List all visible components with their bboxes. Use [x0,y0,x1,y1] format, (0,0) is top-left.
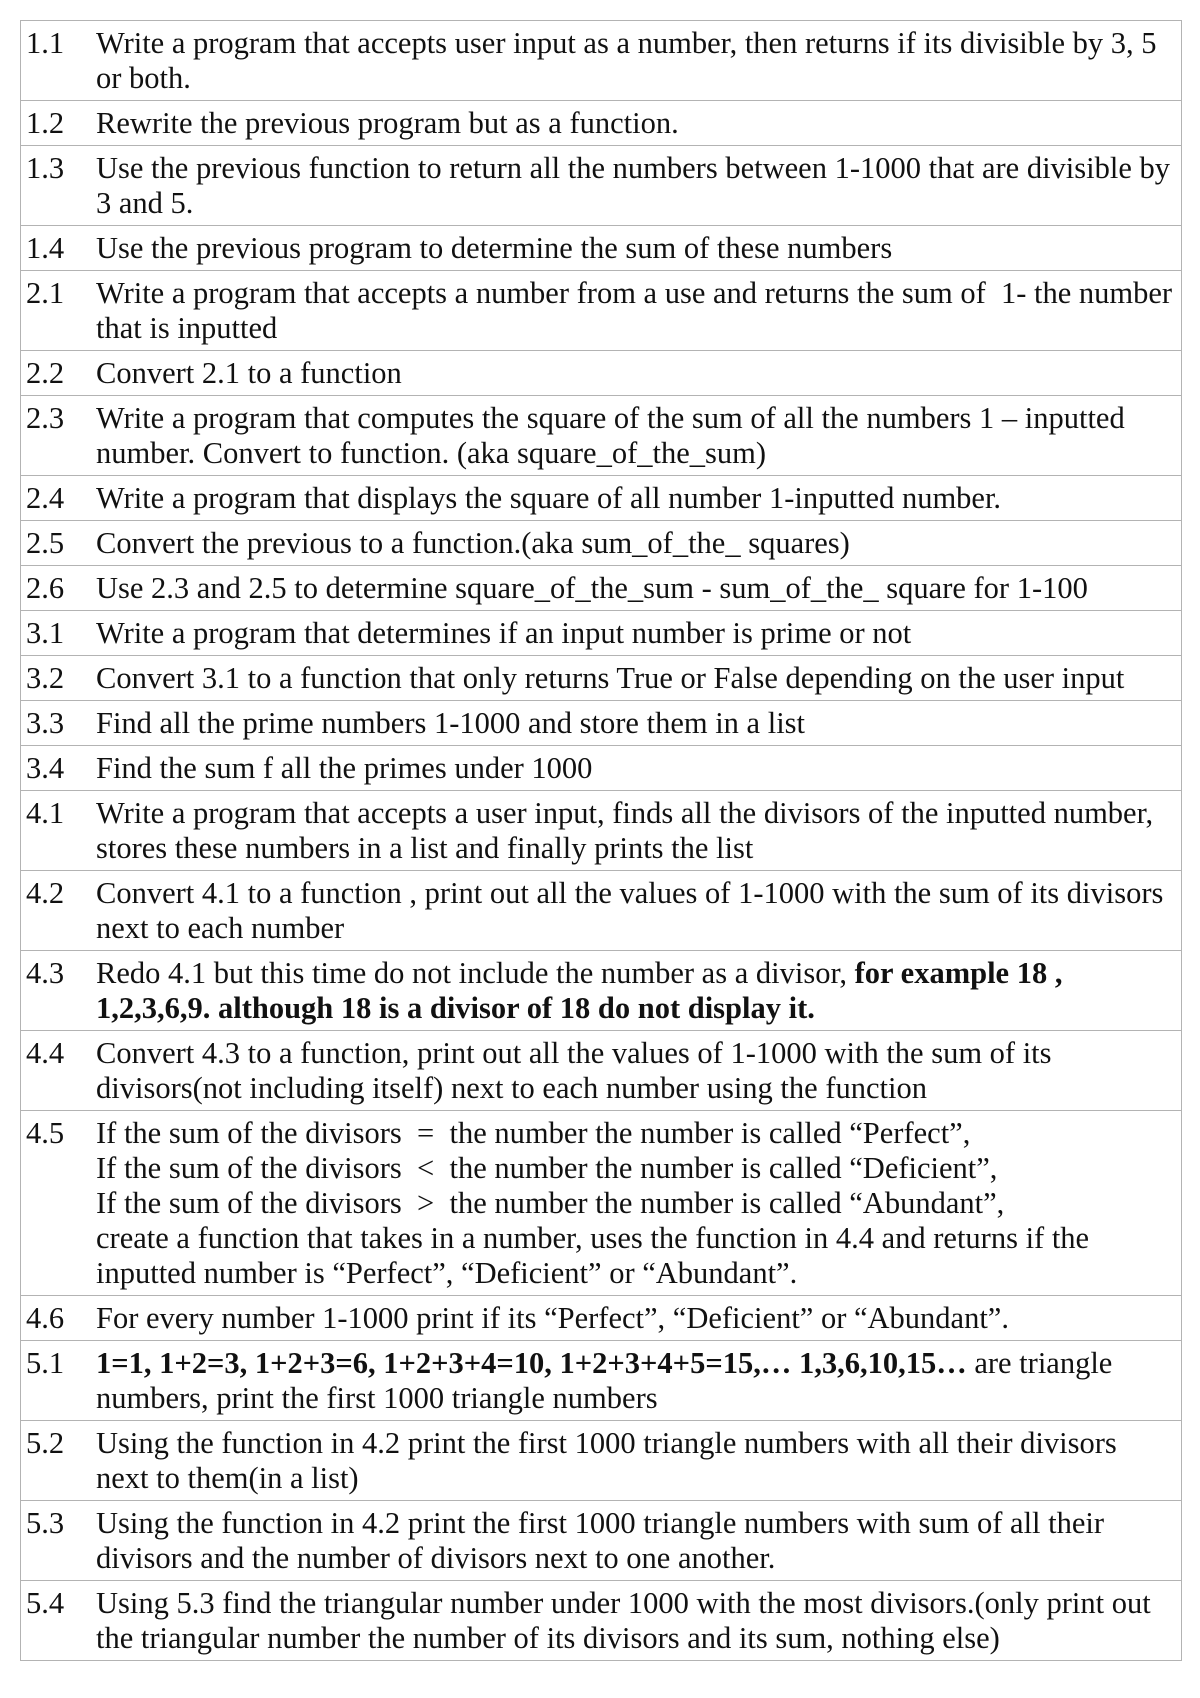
exercise-sheet [20,20,1182,1661]
table-row [21,1421,1182,1501]
task-description: Write a program that determines if an input number is prime or not [88,611,1182,656]
task-description: Convert 3.1 to a function that only returns True or False depending on the user input [88,656,1182,701]
task-number: 3.1 [21,611,89,656]
task-number: 1.2 [21,101,89,146]
task-instruction: create a function that takes in a number, uses the function in 4.4 and returns if the inputted number is “Perfect”, “Deficient” or “Abundant”. [96,1221,1097,1290]
task-number: 2.6 [21,566,89,611]
task-number: 3.2 [21,656,89,701]
table-row [21,146,1182,226]
task-description: Convert 2.1 to a function [88,351,1182,396]
task-number: 2.4 [21,476,89,521]
task-number: 4.3 [21,951,89,1031]
task-description: Rewrite the previous program but as a function. [88,101,1182,146]
table-row [21,566,1182,611]
table-row [21,1581,1182,1661]
task-number: 1.3 [21,146,89,226]
task-description: Write a program that displays the square of all number 1-inputted number. [88,476,1182,521]
task-number: 1.1 [21,21,89,101]
table-row [21,21,1182,101]
table-row [21,1031,1182,1111]
task-description [88,1111,1182,1296]
task-description: Use the previous function to return all the numbers between 1-1000 that are divisible by 3 and 5. [88,146,1182,226]
task-description: Find all the prime numbers 1-1000 and store them in a list [88,701,1182,746]
task-description: Write a program that computes the square of the sum of all the numbers 1 – inputted number. Convert to function. (aka square_of_the_sum) [88,396,1182,476]
table-row [21,521,1182,566]
task-description [88,1341,1182,1421]
task-number: 2.5 [21,521,89,566]
exercise-table [20,20,1182,1661]
task-description: Write a program that accepts a number from a use and returns the sum of 1- the number that is inputted [88,271,1182,351]
task-number: 3.4 [21,746,89,791]
task-number: 4.5 [21,1111,89,1296]
table-row [21,396,1182,476]
task-text-emphasis: for example 18 , 1,2,3,6,9. although 18 is a divisor of 18 do not display it. [96,956,1063,1025]
task-description: Write a program that accepts a user input, finds all the divisors of the inputted number, stores these numbers in a list and finally prints the list [88,791,1182,871]
task-description: Convert 4.1 to a function , print out all the values of 1-1000 with the sum of its divisors next to each number [88,871,1182,951]
task-description: For every number 1-1000 print if its “Perfect”, “Deficient” or “Abundant”. [88,1296,1182,1341]
task-number: 4.2 [21,871,89,951]
task-number: 4.1 [21,791,89,871]
task-number: 4.4 [21,1031,89,1111]
table-row [21,476,1182,521]
table-row [21,656,1182,701]
table-row [21,1501,1182,1581]
task-description: Use the previous program to determine the sum of these numbers [88,226,1182,271]
table-row [21,951,1182,1031]
task-number: 5.3 [21,1501,89,1581]
task-description: Using 5.3 find the triangular number under 1000 with the most divisors.(only print out the triangular number the number of its divisors and its sum, nothing else) [88,1581,1182,1661]
task-text-emphasis: 1=1, 1+2=3, 1+2+3=6, 1+2+3+4=10, 1+2+3+4+5=15,… 1,3,6,10,15… [96,1346,967,1380]
table-row [21,701,1182,746]
task-description: Write a program that accepts user input as a number, then returns if its divisible by 3, 5 or both. [88,21,1182,101]
task-description: Find the sum f all the primes under 1000 [88,746,1182,791]
task-number: 2.1 [21,271,89,351]
table-row [21,1341,1182,1421]
table-row [21,351,1182,396]
table-row [21,101,1182,146]
task-number: 3.3 [21,701,89,746]
rule-deficient: If the sum of the divisors < the number the number is called “Deficient”, [96,1151,998,1185]
task-description: Convert the previous to a function.(aka sum_of_the_ squares) [88,521,1182,566]
table-row [21,1296,1182,1341]
task-text: Redo 4.1 but this time do not include the number as a divisor, [96,956,855,990]
table-row [21,1111,1182,1296]
rule-perfect: If the sum of the divisors = the number the number is called “Perfect”, [96,1116,971,1150]
table-row [21,226,1182,271]
task-number: 2.3 [21,396,89,476]
task-description: Using the function in 4.2 print the first 1000 triangle numbers with sum of all their divisors and the number of divisors next to one another. [88,1501,1182,1581]
table-row [21,871,1182,951]
task-description: Using the function in 4.2 print the first 1000 triangle numbers with all their divisors next to them(in a list) [88,1421,1182,1501]
task-description: Convert 4.3 to a function, print out all the values of 1-1000 with the sum of its divisors(not including itself) next to each number using the function [88,1031,1182,1111]
task-number: 2.2 [21,351,89,396]
table-row [21,611,1182,656]
task-description [88,951,1182,1031]
table-row [21,271,1182,351]
task-number: 5.4 [21,1581,89,1661]
task-number: 5.1 [21,1341,89,1421]
task-number: 4.6 [21,1296,89,1341]
task-text: are triangle numbers, print the first 1000 triangle numbers [96,1346,1113,1415]
table-row [21,791,1182,871]
task-number: 5.2 [21,1421,89,1501]
task-number: 1.4 [21,226,89,271]
task-description: Use 2.3 and 2.5 to determine square_of_the_sum - sum_of_the_ square for 1-100 [88,566,1182,611]
table-row [21,746,1182,791]
rule-abundant: If the sum of the divisors > the number the number is called “Abundant”, [96,1186,1005,1220]
